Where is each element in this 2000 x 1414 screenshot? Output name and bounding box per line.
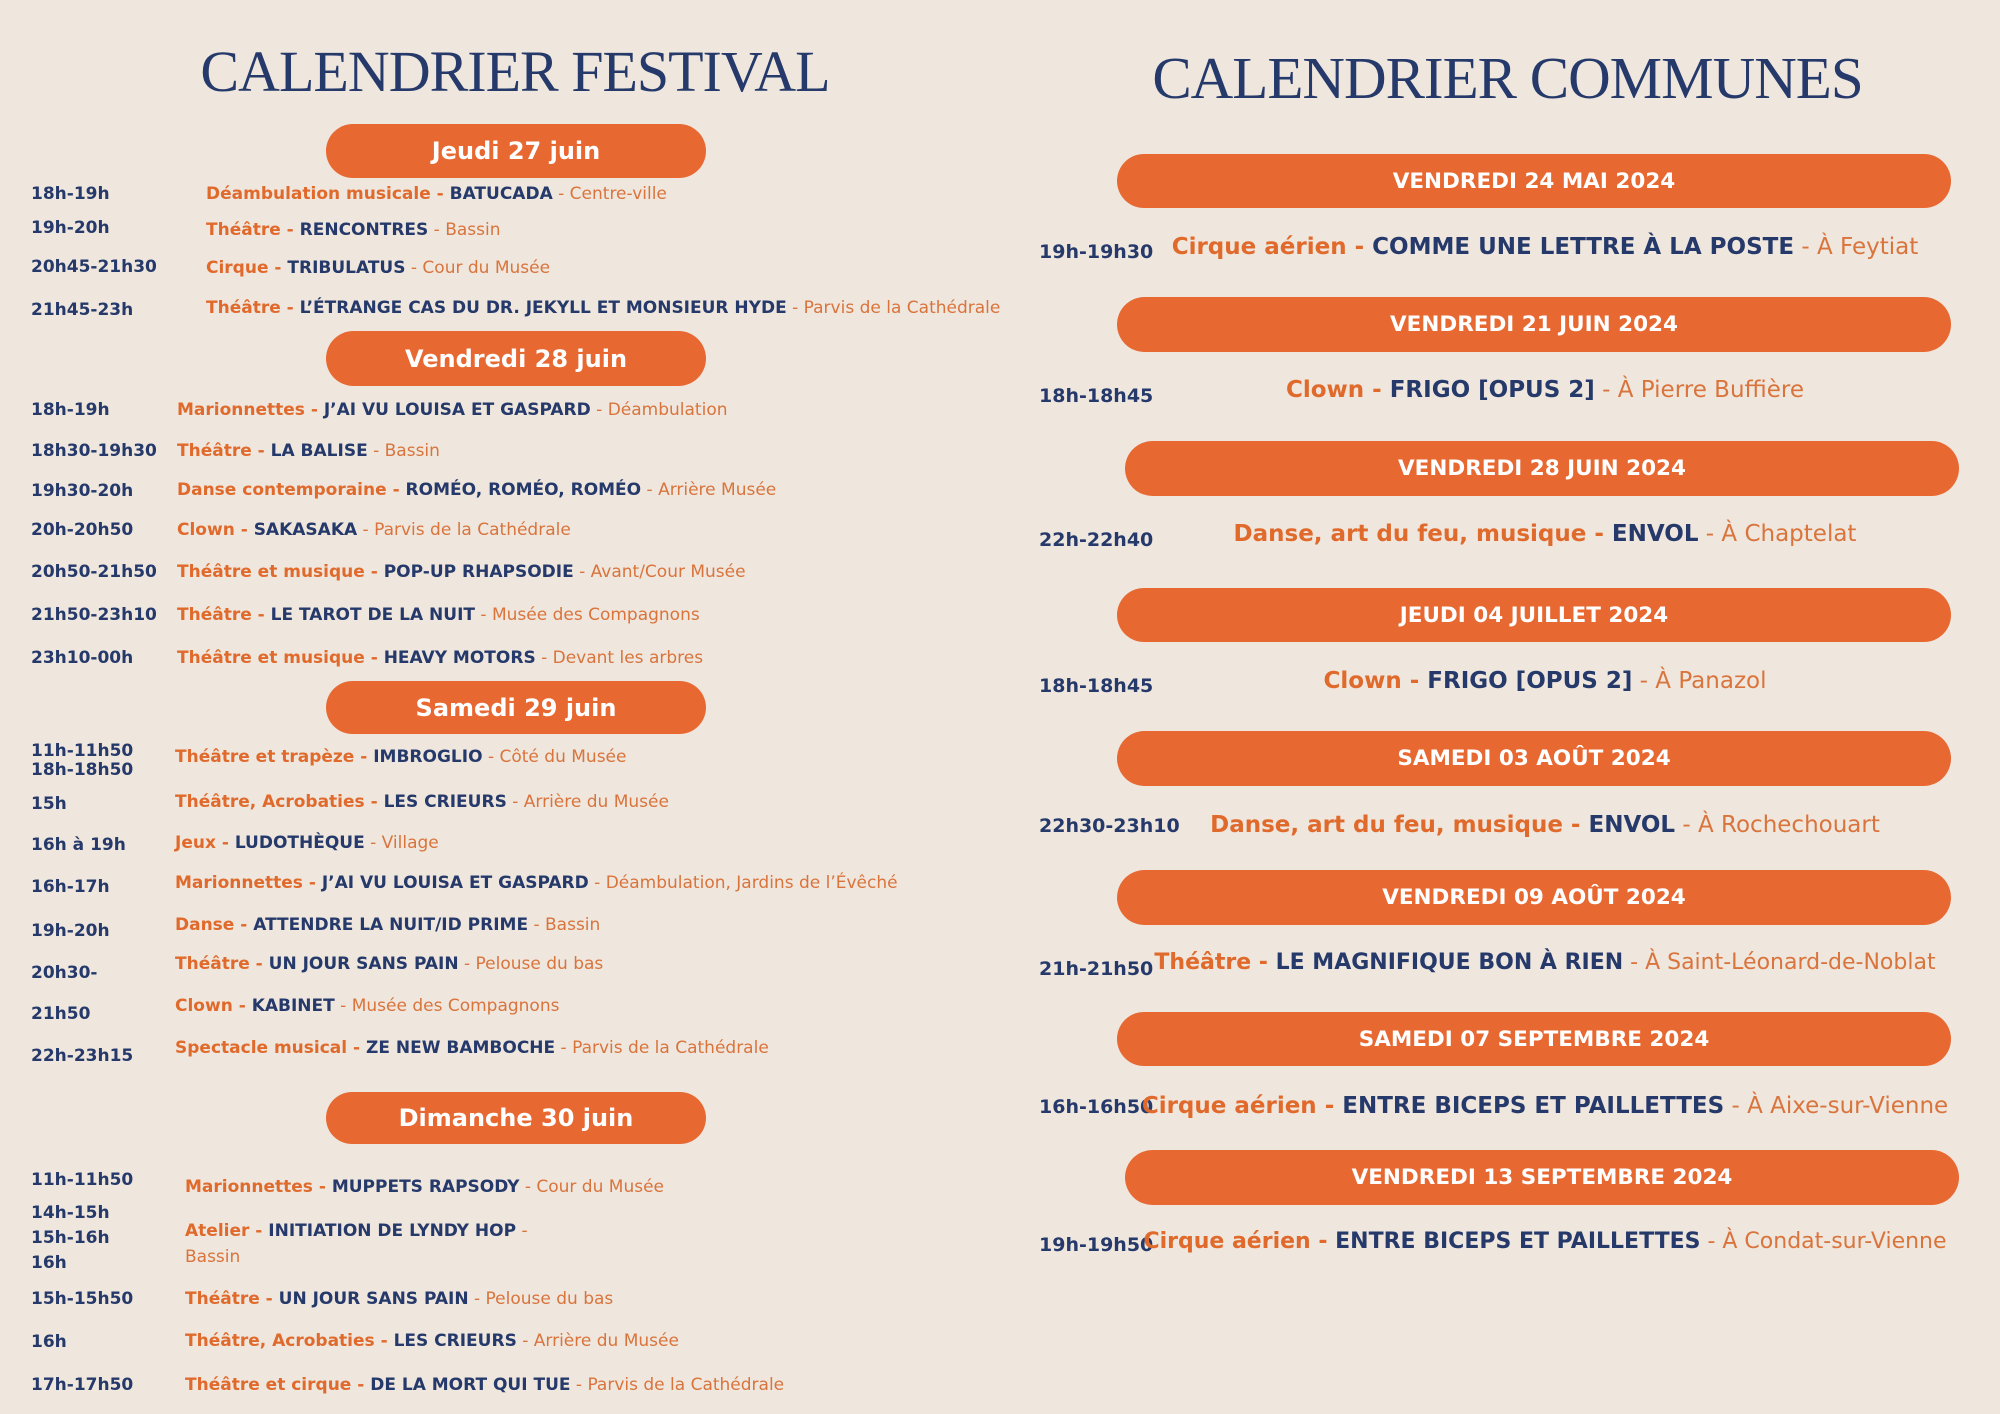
event-time: 18h30-19h30 (31, 441, 157, 461)
event-time: 22h-22h40 (1039, 529, 1154, 551)
event-time: 21h50-23h10 (31, 605, 157, 625)
date-header: VENDREDI 24 MAI 2024 (1117, 154, 1951, 208)
event-line: Marionnettes - J’AI VU LOUISA ET GASPARD - Déambulation (177, 400, 728, 420)
event-time: 18h-18h45 (1039, 675, 1154, 697)
event-line: Danse, art du feu, musique - ENVOL - À Chaptelat (1233, 521, 1857, 547)
event-time: 18h-19h (31, 184, 110, 204)
event-line: Cirque aérien - COMME UNE LETTRE À LA POSTE - À Feytiat (1171, 234, 1919, 260)
event-line: Théâtre et cirque - DE LA MORT QUI TUE - Parvis de la Cathédrale (185, 1375, 785, 1395)
date-header: SAMEDI 03 AOÛT 2024 (1117, 731, 1951, 786)
event-time: 19h-19h50 (1039, 1234, 1154, 1256)
event-time: 20h-20h50 (31, 520, 134, 540)
event-line: Clown - KABINET - Musée des Compagnons (175, 996, 560, 1016)
event-line: Marionnettes - MUPPETS RAPSODY - Cour du Musée (185, 1177, 664, 1197)
event-line: Clown - FRIGO [OPUS 2] - À Pierre Buffière (1285, 377, 1805, 403)
event-time: 11h-11h50 (31, 1170, 134, 1190)
event-line: Théâtre - LE TAROT DE LA NUIT - Musée des Compagnons (177, 605, 700, 625)
event-line: Théâtre - LE MAGNIFIQUE BON À RIEN - À Saint-Léonard-de-Noblat (1154, 950, 1936, 975)
event-time: 21h-21h50 (1039, 958, 1154, 980)
event-time: 21h50 (31, 1004, 91, 1024)
event-time: 20h45-21h30 (31, 257, 157, 277)
date-header: JEUDI 04 JUILLET 2024 (1117, 588, 1951, 642)
event-line: Marionnettes - J’AI VU LOUISA ET GASPARD - Déambulation, Jardins de l’Évêché (175, 873, 898, 893)
event-time: 17h-17h50 (31, 1375, 134, 1395)
communes-title: CALENDRIER COMMUNES (1152, 45, 1863, 111)
event-time: 20h30- (31, 963, 98, 983)
day-header-samedi: Samedi 29 juin (326, 681, 706, 734)
event-time: 20h50-21h50 (31, 562, 157, 582)
date-header: VENDREDI 09 AOÛT 2024 (1117, 870, 1951, 925)
event-line: Théâtre et musique - POP-UP RHAPSODIE - Avant/Cour Musée (177, 562, 746, 582)
event-time-stack: 11h-11h50 18h-18h50 (31, 741, 134, 780)
event-time: 19h-20h (31, 921, 110, 941)
event-time: 19h-19h30 (1039, 241, 1154, 263)
event-line: Jeux - LUDOTHÈQUE - Village (175, 833, 439, 853)
event-line: Clown - FRIGO [OPUS 2] - À Panazol (1323, 668, 1767, 694)
event-line: Cirque aérien - ENTRE BICEPS ET PAILLETTES - À Condat-sur-Vienne (1143, 1229, 1947, 1254)
event-time: 16h-16h50 (1039, 1096, 1154, 1118)
event-time: 15h (31, 794, 67, 814)
event-time: 22h-23h15 (31, 1046, 134, 1066)
date-header: VENDREDI 28 JUIN 2024 (1125, 441, 1959, 496)
event-line: Théâtre et trapèze - IMBROGLIO - Côté du Musée (175, 747, 627, 767)
date-header: VENDREDI 13 SEPTEMBRE 2024 (1125, 1150, 1959, 1205)
event-time: 16h (31, 1332, 67, 1352)
event-line: Danse, art du feu, musique - ENVOL - À Rochechouart (1210, 812, 1880, 838)
event-line: Théâtre - L’ÉTRANGE CAS DU DR. JEKYLL ET MONSIEUR HYDE - Parvis de la Cathédrale (206, 298, 1001, 318)
event-line: Cirque - TRIBULATUS - Cour du Musée (206, 258, 551, 278)
event-time: 19h30-20h (31, 481, 134, 501)
event-line: Théâtre - UN JOUR SANS PAIN - Pelouse du bas (185, 1289, 614, 1309)
day-header-dimanche: Dimanche 30 juin (326, 1092, 706, 1144)
event-line: Atelier - INITIATION DE LYNDY HOP - Bassin (185, 1221, 528, 1267)
event-time: 15h-15h50 (31, 1289, 134, 1309)
event-line: Théâtre, Acrobaties - LES CRIEURS - Arrière du Musée (175, 792, 669, 812)
event-line: Cirque aérien - ENTRE BICEPS ET PAILLETTES - À Aixe-sur-Vienne (1141, 1093, 1949, 1119)
event-time: 21h45-23h (31, 300, 134, 320)
event-time: 22h30-23h10 (1039, 815, 1180, 837)
event-line: Théâtre - UN JOUR SANS PAIN - Pelouse du bas (175, 954, 604, 974)
event-time: 18h-18h45 (1039, 385, 1154, 407)
event-line: Théâtre et musique - HEAVY MOTORS - Devant les arbres (177, 648, 704, 668)
date-header: VENDREDI 21 JUIN 2024 (1117, 297, 1951, 352)
event-line: Danse contemporaine - ROMÉO, ROMÉO, ROMÉO - Arrière Musée (177, 480, 777, 500)
date-header: SAMEDI 07 SEPTEMBRE 2024 (1117, 1012, 1951, 1066)
event-line: Théâtre - LA BALISE - Bassin (177, 441, 440, 461)
day-header-vendredi: Vendredi 28 juin (326, 331, 706, 386)
day-header-jeudi: Jeudi 27 juin (326, 124, 706, 178)
event-line: Clown - SAKASAKA - Parvis de la Cathédrale (177, 520, 571, 540)
event-line: Théâtre - RENCONTRES - Bassin (206, 220, 501, 240)
event-line: Théâtre, Acrobaties - LES CRIEURS - Arrière du Musée (185, 1331, 679, 1351)
event-line: Danse - ATTENDRE LA NUIT/ID PRIME - Bassin (175, 915, 601, 935)
event-time-stack: 14h-15h 15h-16h 16h (31, 1203, 110, 1273)
event-time: 23h10-00h (31, 648, 134, 668)
festival-title: CALENDRIER FESTIVAL (200, 39, 830, 104)
event-time: 19h-20h (31, 218, 110, 238)
event-line: Déambulation musicale - BATUCADA - Centre-ville (206, 184, 667, 204)
event-time: 16h à 19h (31, 835, 126, 855)
event-line: Spectacle musical - ZE NEW BAMBOCHE - Parvis de la Cathédrale (175, 1038, 769, 1058)
event-time: 18h-19h (31, 400, 110, 420)
event-time: 16h-17h (31, 877, 110, 897)
